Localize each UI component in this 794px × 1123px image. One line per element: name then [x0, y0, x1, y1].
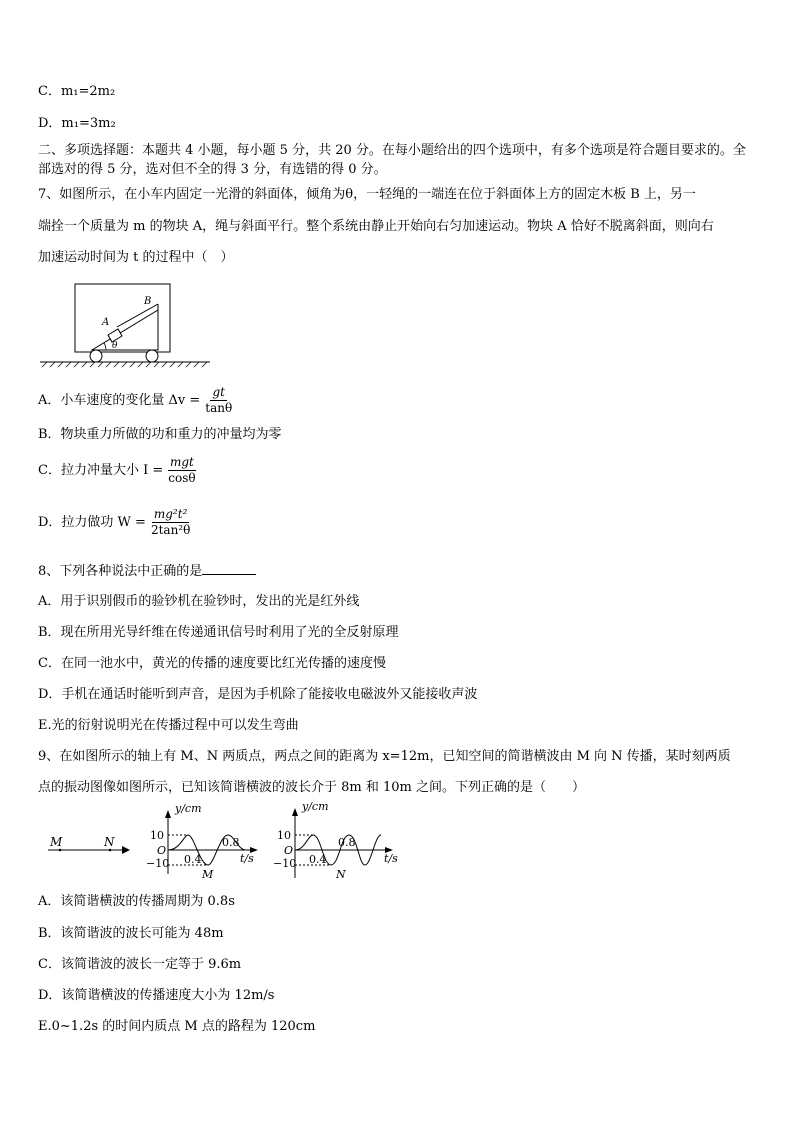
graph-m-ylabel: y/cm: [175, 802, 202, 815]
graph-n-tick-1: 0.4: [309, 853, 327, 866]
q8-answer-blank: [202, 563, 256, 575]
graph-m-ybottom: −10: [146, 857, 170, 870]
graph-m-origin: O: [157, 844, 167, 857]
q8-option-d: D．手机在通话时能听到声音，是因为手机除了能接收电磁波外又能接收声波: [38, 687, 478, 702]
q7-option-c: [38, 454, 198, 488]
q9-wave-figure: [42, 802, 412, 884]
q7-cart-incline-figure: [40, 280, 212, 370]
figure-label-a: A: [102, 317, 110, 328]
option-d-previous: D．m₁=3m₂: [38, 116, 116, 131]
q8-stem: [38, 563, 256, 580]
mn-axis: [48, 835, 130, 854]
q7-stem-line-3: 加速运动时间为 t 的过程中（ ）: [38, 250, 234, 265]
q9-option-e: E.0~1.2s 的时间内质点 M 点的路程为 120cm: [38, 1019, 316, 1034]
graph-n-xlabel: t/s: [384, 852, 398, 865]
q7-option-d-denominator: 2tan²θ: [150, 523, 191, 537]
graph-n-ytop: 10: [277, 829, 291, 842]
q7-stem-line-1: 7、如图所示，在小车内固定一光滑的斜面体，倾角为θ，一轻绳的一端连在位于斜面体上方的固定木板 B 上，另一: [38, 187, 696, 202]
option-c-previous: C．m₁=2m₂: [38, 84, 116, 99]
figure-label-b: B: [144, 296, 152, 307]
axis-label-m: M: [50, 835, 63, 849]
q7-option-c-prefix: C．拉力冲量大小 I =: [38, 463, 164, 478]
q9-option-a: A．该简谐横波的传播周期为 0.8s: [38, 894, 235, 909]
graph-n-ybottom: −10: [273, 857, 297, 870]
q7-option-a-prefix: A．小车速度的变化量 Δv =: [38, 393, 201, 408]
q7-option-d: [38, 505, 192, 541]
q7-option-c-numerator: mgt: [169, 455, 194, 469]
q9-option-d: D．该简谐横波的传播速度大小为 12m/s: [38, 988, 275, 1003]
q9-stem-line-2: 点的振动图像如图所示，已知该简谐横波的波长介于 8m 和 10m 之间。下列正确的是（ ）: [38, 780, 585, 795]
figure-label-theta: θ: [112, 341, 118, 351]
q7-option-c-denominator: cosθ: [168, 471, 196, 485]
graph-n: [273, 802, 398, 881]
q9-stem-line-1: 9、在如图所示的轴上有 M、N 两质点，两点之间的距离为 x=12m，已知空间的简谐横波由 M 向 N 传播，某时刻两质: [38, 749, 731, 764]
q7-option-d-numerator: mg²t²: [153, 507, 188, 521]
section-heading-multiple-choice: 二、多项选择题：本题共 4 小题，每小题 5 分，共 20 分。在每小题给出的四个选项中，有多个选项是符合题目要求的。全部选对的得 5 分，选对但不全的得 3 分，有选错的得 0 分。: [38, 143, 746, 177]
graph-m-xlabel: t/s: [240, 852, 254, 865]
graph-n-label: N: [336, 868, 346, 881]
graph-m-tick-1: 0.4: [184, 853, 202, 866]
q7-stem-line-2: 端拴一个质量为 m 的物块 A，绳与斜面平行。整个系统由静止开始向右匀加速运动。物块 A 恰好不脱离斜面，则向右: [38, 219, 714, 234]
q7-option-a-denominator: tanθ: [205, 401, 233, 415]
graph-m-tick-2: 0.8: [222, 836, 240, 849]
q8-option-e: E.光的衍射说明光在传播过程中可以发生弯曲: [38, 718, 299, 733]
graph-n-origin: O: [284, 844, 294, 857]
q8-option-a: A．用于识别假币的验钞机在验钞时，发出的光是红外线: [38, 594, 360, 609]
q7-option-a: [38, 384, 234, 418]
q7-option-d-prefix: D．拉力做功 W =: [38, 515, 146, 530]
q8-option-c: C．在同一池水中，黄光的传播的速度要比红光传播的速度慢: [38, 656, 386, 671]
graph-m-label: M: [202, 868, 214, 881]
q9-option-c: C．该简谐波的波长一定等于 9.6m: [38, 957, 242, 972]
q7-option-b: B．物块重力所做的功和重力的冲量均为零: [38, 427, 282, 442]
q8-stem-text: 8、下列各种说法中正确的是: [38, 564, 203, 579]
axis-label-n: N: [104, 835, 115, 849]
graph-m: [146, 802, 258, 881]
q7-option-a-fraction: [203, 385, 234, 416]
q9-option-b: B．该简谐波的波长可能为 48m: [38, 926, 224, 941]
q7-option-a-numerator: gt: [212, 385, 225, 399]
graph-n-tick-2: 0.8: [338, 836, 356, 849]
q7-option-c-fraction: [166, 455, 197, 486]
q8-option-b: B．现在所用光导纤维在传递通讯信号时利用了光的全反射原理: [38, 625, 399, 640]
graph-n-ylabel: y/cm: [302, 802, 329, 813]
q7-option-d-fraction: [149, 507, 192, 538]
graph-m-ytop: 10: [150, 829, 164, 842]
